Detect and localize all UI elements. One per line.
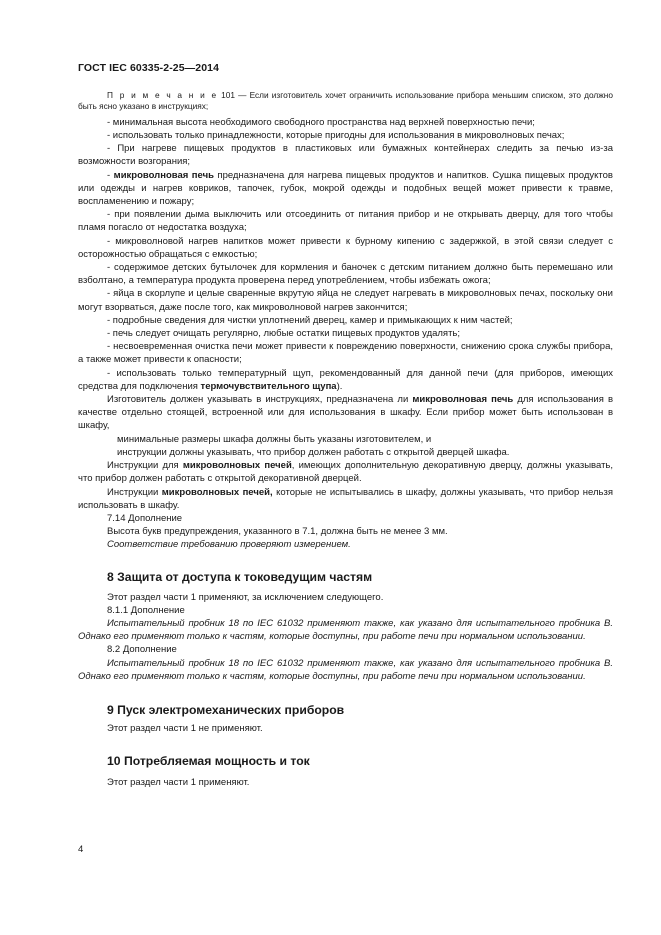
- list-item: - минимальная высота необходимого свободного пространства над верхней поверхностью печи;: [107, 116, 535, 128]
- paragraph-text: для использования в качестве отдельно стоящей, встроенной или для использования в шкафу. Если прибор может быть использован в шкафу,: [78, 394, 613, 432]
- item-text: - использовать только температурный щуп, рекомендованный для данной печи (для приборов, имеющих средства для подключения: [78, 367, 613, 392]
- paragraph-text: Инструкции для: [107, 460, 183, 472]
- list-item: - печь следует очищать регулярно, любые остатки пищевых продуктов удалять;: [107, 328, 461, 340]
- section-10-title: 10 Потребляемая мощность и ток: [107, 754, 310, 769]
- item-prefix: -: [107, 169, 114, 181]
- paragraph-not-tested: [78, 486, 613, 512]
- term-microwave-oven: микроволновая печь: [113, 169, 214, 181]
- list-item: - подробные сведения для чистки уплотнений дверец, камер и примыкающих к ним частей;: [107, 314, 513, 326]
- list-item: - несвоевременная очистка печи может привести к повреждению поверхности, снижению срока службы прибора, а также может привести к опасности;: [78, 341, 613, 366]
- clause-text: Высота букв предупреждения, указанного в 7.1, должна быть не менее 3 мм.: [107, 526, 448, 538]
- clause-heading: 7.14 Дополнение: [107, 512, 183, 524]
- term-microwave-oven: микроволновая печь: [412, 394, 514, 406]
- clause-heading: 8.1.1 Дополнение: [107, 604, 185, 616]
- paragraph-text: , имеющих дополнительную декоративную дверцу, должны указывать, что прибор должен работать с открытой декоративной дверцей.: [78, 460, 614, 485]
- paragraph-text: которые не испытывались в шкафу, должны указывать, что прибор нельзя использовать в шкафу.: [78, 486, 613, 511]
- paragraph-installation: [78, 393, 613, 433]
- paragraph-decorative-door: [78, 459, 613, 485]
- page-number: 4: [78, 844, 84, 855]
- list-item: [78, 367, 613, 393]
- section-text: Этот раздел части 1 не применяют.: [107, 722, 263, 734]
- compliance-check: Соответствие требованию проверяют измерением.: [107, 539, 351, 551]
- paragraph-text: Инструкции: [107, 486, 162, 498]
- clause-text: Испытательный пробник 18 по IEC 61032 применяют также, как указано для испытательного пробника В. Однако его применяют только к частям, которые доступны, при работе печи при нормальном использовании.: [78, 657, 613, 682]
- cabinet-requirement: минимальные размеры шкафа должны быть указаны изготовителем, и: [117, 433, 432, 445]
- cabinet-requirement: инструкции должны указывать, что прибор должен работать с открытой дверцей шкафа.: [117, 446, 510, 458]
- note-text: 101 — Если изготовитель хочет ограничить использование прибора меньшим списком, это должно быть ясно указано в инструкциях;: [78, 90, 613, 112]
- list-item: - использовать только принадлежности, которые пригодны для использования в микроволновых печах;: [107, 130, 565, 142]
- section-8-title: 8 Защита от доступа к токоведущим частям: [107, 569, 373, 584]
- section-9-title: 9 Пуск электромеханических приборов: [107, 702, 345, 717]
- list-item: - микроволновой нагрев напитков может привести к бурному кипению с задержкой, в этой связи следует с осторожностью обращаться с емкостью;: [78, 235, 613, 260]
- clause-text: Испытательный пробник 18 по IEC 61032 применяют также, как указано для испытательного пробника В. Однако его применяют только к частям, которые доступны, при работе печи при нормальном использовании.: [78, 617, 613, 643]
- item-text: предназначена для нагрева пищевых продуктов и напитков. Сушка пищевых продуктов или одежды и нагрев ковриков, тапочек, губок, мокрой одежды и подобных вещей может привести к травме, воспламенению и пожару;: [78, 169, 613, 208]
- list-item: - при появлении дыма выключить или отсоединить от питания прибор и не открывать дверцу, для того чтобы пламя погасло от недостатка воздуха;: [78, 209, 613, 234]
- list-item: [78, 169, 613, 209]
- note-label: П р и м е ч а н и е: [107, 90, 218, 100]
- list-item: - содержимое детских бутылочек для кормления и баночек с детским питанием должно быть перемешано или взболтано, а температура продукта проверена перед употреблением, чтобы избежать ожога;: [78, 262, 613, 287]
- item-text: ).: [336, 380, 343, 392]
- clause-heading: 8.2 Дополнение: [107, 644, 177, 656]
- page-body: [78, 90, 613, 789]
- section-intro: Этот раздел части 1 применяют, за исключением следующего.: [107, 591, 384, 603]
- list-item: - При нагреве пищевых продуктов в пластиковых или бумажных контейнерах следить за печью из-за возможности возгорания;: [78, 143, 613, 168]
- term-microwave-ovens: микроволновых печей: [182, 460, 292, 472]
- term-probe: термочувствительного щупа: [200, 380, 337, 392]
- term-microwave-ovens: микроволновых печей,: [161, 486, 273, 498]
- section-text: Этот раздел части 1 применяют.: [107, 777, 250, 789]
- document-header: ГОСТ IEC 60335-2-25—2014: [78, 62, 220, 74]
- list-item: - яйца в скорлупе и целые сваренные вкрутую яйца не следует нагревать в микроволновых печах, поскольку они могут взорваться, даже после того, как микроволновой нагрев закончится;: [78, 288, 613, 313]
- paragraph-text: Изготовитель должен указывать в инструкциях, предназначена ли: [107, 394, 413, 406]
- note-101: [78, 90, 613, 113]
